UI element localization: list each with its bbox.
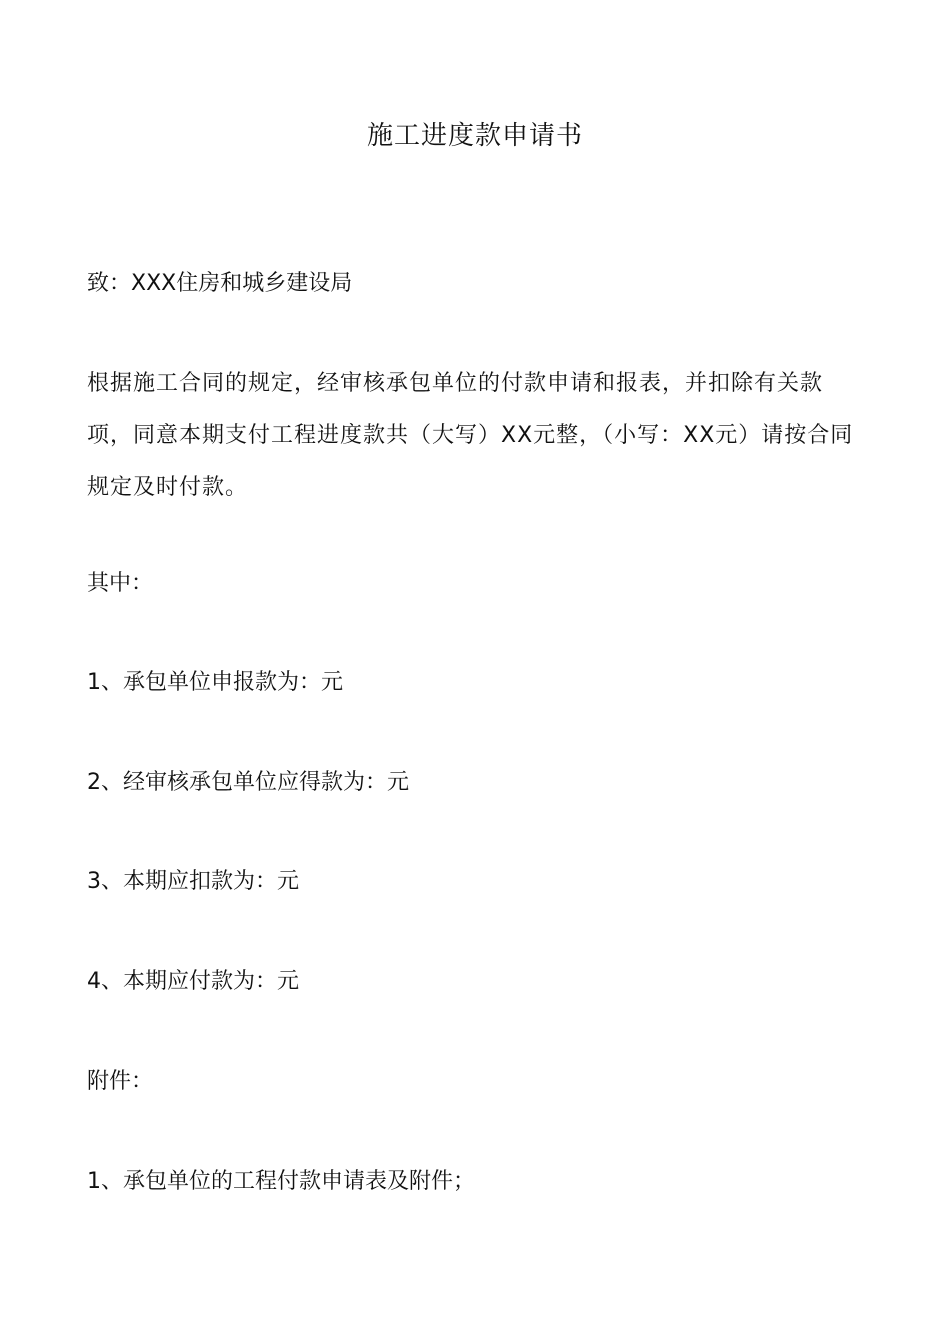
body-paragraph: 根据施工合同的规定，经审核承包单位的付款申请和报表，并扣除有关款项，同意本期支付工程进度款共（大写）XX元整，（小写：XX元）请按合同规定及时付款。 [87, 371, 854, 500]
attachment-item: 1、承包单位的工程付款申请表及附件； [87, 1169, 475, 1194]
breakdown-item: 4、本期应付款为：元 [87, 969, 299, 994]
document-title: 施工进度款申请书 [366, 121, 583, 151]
breakdown-item: 1、承包单位申报款为：元 [87, 670, 343, 695]
breakdown-heading: 其中： [87, 571, 154, 596]
recipient-line: 致：XXX住房和城乡建设局 [87, 271, 353, 296]
attachments-heading: 附件： [87, 1069, 154, 1094]
breakdown-item: 2、经审核承包单位应得款为：元 [87, 770, 409, 795]
breakdown-item: 3、本期应扣款为：元 [87, 869, 299, 894]
